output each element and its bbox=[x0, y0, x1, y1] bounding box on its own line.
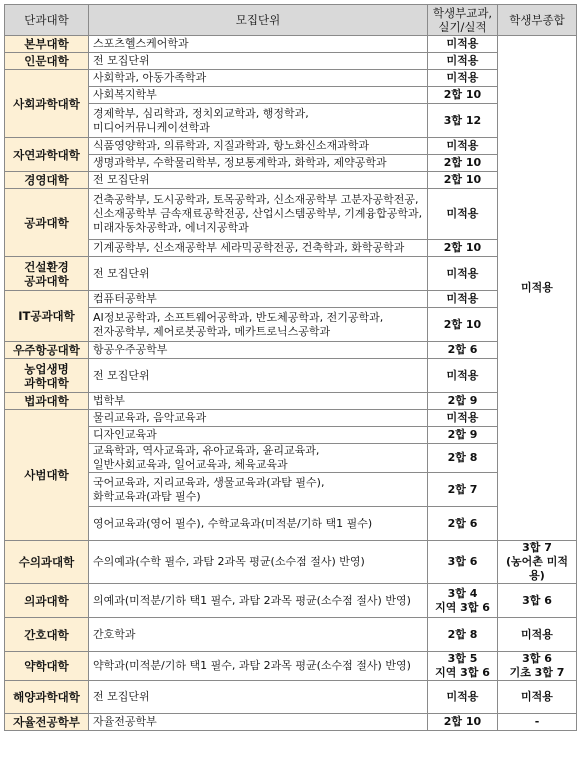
requirement-line: 2합 10 bbox=[443, 241, 482, 254]
table-row bbox=[5, 138, 577, 155]
requirement-line: 미적용 bbox=[446, 368, 479, 382]
recruitment-unit-cell bbox=[89, 473, 428, 507]
comprehensive-line: (농어촌 미적용) bbox=[506, 555, 568, 582]
college-name-cell bbox=[5, 189, 89, 257]
table-row bbox=[5, 70, 577, 87]
recruitment-unit-line: 전 모집단위 bbox=[93, 266, 150, 280]
college-name-cell bbox=[5, 410, 89, 541]
requirement-line: 미적용 bbox=[446, 37, 479, 50]
recruitment-unit-line: 간호학과 bbox=[93, 627, 136, 641]
header-requirement-line1: 학생부교과, bbox=[432, 6, 493, 20]
requirement-cell bbox=[428, 393, 498, 410]
requirement-cell bbox=[428, 342, 498, 359]
college-name-cell bbox=[5, 36, 89, 53]
college-name-line: 사회과학대학 bbox=[13, 96, 80, 111]
recruitment-unit-line: 일반사회교육과, 일어교육과, 체육교육과 bbox=[93, 458, 288, 471]
recruitment-unit-cell bbox=[89, 444, 428, 473]
recruitment-unit-line: 전 모집단위 bbox=[93, 368, 150, 382]
requirement-line: 지역 3합 6 bbox=[435, 666, 490, 679]
college-name-cell bbox=[5, 257, 89, 291]
college-name-cell bbox=[5, 342, 89, 359]
requirement-cell bbox=[428, 652, 498, 681]
recruitment-unit-cell bbox=[89, 87, 428, 104]
recruitment-unit-line: 법학부 bbox=[93, 394, 125, 407]
requirement-line: 3합 4 bbox=[447, 586, 478, 600]
header-unit: 모집단위 bbox=[89, 5, 428, 36]
requirement-cell bbox=[428, 359, 498, 393]
comprehensive-line: 3합 7 bbox=[522, 541, 552, 554]
college-name-line: 약학대학 bbox=[24, 659, 69, 673]
recruitment-unit-line: 생명과학부, 수학물리학부, 정보통계학과, 화학과, 제약공학과 bbox=[93, 156, 387, 169]
admission-requirements-table bbox=[4, 4, 577, 731]
table-row bbox=[5, 714, 577, 731]
requirement-cell bbox=[428, 138, 498, 155]
college-name-line: 본부대학 bbox=[24, 37, 69, 51]
recruitment-unit-line: 기계공학부, 신소재공학부 세라믹공학전공, 건축학과, 화학공학과 bbox=[93, 241, 405, 254]
requirement-cell bbox=[428, 87, 498, 104]
recruitment-unit-cell bbox=[89, 507, 428, 541]
requirement-cell bbox=[428, 240, 498, 257]
comprehensive-cell bbox=[498, 584, 577, 618]
comprehensive-cell bbox=[498, 681, 577, 714]
recruitment-unit-line: 미디어커뮤니케이션학과 bbox=[93, 120, 210, 134]
requirement-cell bbox=[428, 70, 498, 87]
table-row bbox=[5, 393, 577, 410]
comprehensive-line: 미적용 bbox=[521, 690, 553, 703]
requirement-cell bbox=[428, 172, 498, 189]
requirement-cell bbox=[428, 308, 498, 342]
college-name-line: 농업생명 bbox=[24, 361, 69, 376]
header-comprehensive: 학생부종합 bbox=[498, 5, 577, 36]
recruitment-unit-cell bbox=[89, 36, 428, 53]
college-name-cell bbox=[5, 541, 89, 584]
requirement-cell bbox=[428, 291, 498, 308]
requirement-line: 3합 5 bbox=[447, 652, 478, 665]
recruitment-unit-cell bbox=[89, 308, 428, 342]
recruitment-unit-cell bbox=[89, 541, 428, 584]
college-name-cell bbox=[5, 172, 89, 189]
recruitment-unit-cell bbox=[89, 172, 428, 189]
header-requirement-line2: 실기/실적 bbox=[438, 20, 487, 34]
comprehensive-cell bbox=[498, 618, 577, 652]
comprehensive-line: 기초 3합 7 bbox=[509, 666, 565, 679]
recruitment-unit-line: 디자인교육과 bbox=[93, 428, 157, 441]
recruitment-unit-cell bbox=[89, 104, 428, 138]
table-body bbox=[5, 36, 577, 731]
recruitment-unit-line: 전 모집단위 bbox=[93, 690, 150, 703]
table-row bbox=[5, 189, 577, 240]
table-row bbox=[5, 652, 577, 681]
recruitment-unit-line: AI정보공학과, 소프트웨어공학과, 반도체공학과, 전기공학과, bbox=[93, 310, 384, 324]
recruitment-unit-cell bbox=[89, 410, 428, 427]
recruitment-unit-cell bbox=[89, 618, 428, 652]
table-row bbox=[5, 104, 577, 138]
requirement-cell bbox=[428, 444, 498, 473]
comprehensive-shared-cell: 미적용 bbox=[498, 36, 577, 541]
table-row bbox=[5, 359, 577, 393]
recruitment-unit-line: 전 모집단위 bbox=[93, 173, 150, 186]
requirement-cell bbox=[428, 155, 498, 172]
table-row bbox=[5, 541, 577, 584]
requirement-line: 2합 10 bbox=[443, 156, 482, 169]
college-name-cell bbox=[5, 53, 89, 70]
admission-table-container bbox=[4, 4, 577, 731]
requirement-cell bbox=[428, 584, 498, 618]
college-name-line: 공과대학 bbox=[24, 215, 69, 230]
recruitment-unit-line: 약학과(미적분/기하 택1 필수, 과탐 2과목 평균(소수점 절사) 반영) bbox=[93, 659, 411, 672]
requirement-line: 3합 6 bbox=[447, 555, 478, 568]
requirement-line: 2합 10 bbox=[443, 88, 482, 101]
recruitment-unit-line: 국어교육과, 지리교육과, 생물교육과(과탐 필수), bbox=[93, 475, 325, 489]
requirement-line: 지역 3합 6 bbox=[435, 600, 490, 614]
recruitment-unit-line: 사회학과, 아동가족학과 bbox=[93, 71, 207, 84]
recruitment-unit-cell bbox=[89, 584, 428, 618]
college-name-cell bbox=[5, 291, 89, 342]
recruitment-unit-cell bbox=[89, 714, 428, 731]
table-row bbox=[5, 87, 577, 104]
header-requirement bbox=[428, 5, 498, 36]
table-row bbox=[5, 172, 577, 189]
requirement-line: 2합 7 bbox=[447, 482, 478, 496]
table-row bbox=[5, 410, 577, 427]
table-row bbox=[5, 427, 577, 444]
table-row bbox=[5, 584, 577, 618]
recruitment-unit-cell bbox=[89, 155, 428, 172]
table-row bbox=[5, 444, 577, 473]
recruitment-unit-line: 컴퓨터공학부 bbox=[93, 292, 157, 305]
requirement-line: 2합 9 bbox=[447, 428, 478, 441]
requirement-cell bbox=[428, 473, 498, 507]
requirement-line: 미적용 bbox=[446, 207, 479, 220]
recruitment-unit-cell bbox=[89, 291, 428, 308]
comprehensive-cell bbox=[498, 541, 577, 584]
table-row bbox=[5, 308, 577, 342]
recruitment-unit-cell bbox=[89, 138, 428, 155]
college-name-line: 자연과학대학 bbox=[13, 147, 80, 162]
requirement-line: 미적용 bbox=[446, 139, 479, 152]
header-row bbox=[5, 5, 577, 36]
requirement-cell bbox=[428, 104, 498, 138]
recruitment-unit-line: 경제학부, 심리학과, 정치외교학과, 행정학과, bbox=[93, 106, 309, 120]
requirement-line: 2합 10 bbox=[443, 173, 482, 186]
recruitment-unit-line: 전 모집단위 bbox=[93, 54, 150, 67]
recruitment-unit-cell bbox=[89, 427, 428, 444]
college-name-line: 사범대학 bbox=[24, 468, 69, 482]
requirement-cell bbox=[428, 410, 498, 427]
recruitment-unit-cell bbox=[89, 189, 428, 240]
comprehensive-cell bbox=[498, 652, 577, 681]
comprehensive-line: 3합 6 bbox=[522, 593, 552, 607]
comprehensive-cell bbox=[498, 714, 577, 731]
college-name-line: 경영대학 bbox=[24, 173, 69, 187]
comprehensive-line: - bbox=[534, 715, 540, 728]
college-name-cell bbox=[5, 714, 89, 731]
table-row bbox=[5, 473, 577, 507]
college-name-line: 자율전공학부 bbox=[13, 715, 80, 729]
college-name-line: 해양과학대학 bbox=[13, 690, 80, 704]
recruitment-unit-line: 화학교육과(과탐 필수) bbox=[93, 489, 201, 503]
college-name-line: 수의과대학 bbox=[18, 555, 75, 569]
recruitment-unit-line: 영어교육과(영어 필수), 수학교육과(미적분/기하 택1 필수) bbox=[93, 516, 373, 530]
recruitment-unit-cell bbox=[89, 70, 428, 87]
college-name-cell bbox=[5, 393, 89, 410]
recruitment-unit-line: 자율전공학부 bbox=[93, 715, 157, 728]
recruitment-unit-line: 건축공학부, 도시공학과, 토목공학과, 신소재공학부 고분자공학전공, bbox=[93, 193, 419, 206]
recruitment-unit-line: 교육학과, 역사교육과, 유아교육과, 윤리교육과, bbox=[93, 444, 320, 457]
recruitment-unit-line: 전자공학부, 제어로봇공학과, 메카트로닉스공학과 bbox=[93, 324, 331, 338]
recruitment-unit-cell bbox=[89, 652, 428, 681]
recruitment-unit-line: 미래자동차공학과, 에너지공학과 bbox=[93, 221, 249, 234]
recruitment-unit-cell bbox=[89, 681, 428, 714]
table-row bbox=[5, 257, 577, 291]
recruitment-unit-cell bbox=[89, 240, 428, 257]
college-name-cell bbox=[5, 584, 89, 618]
college-name-line: 간호대학 bbox=[24, 627, 69, 642]
requirement-line: 미적용 bbox=[446, 266, 479, 280]
recruitment-unit-line: 수의예과(수학 필수, 과탐 2과목 평균(소수점 절사) 반영) bbox=[93, 555, 365, 568]
requirement-cell bbox=[428, 36, 498, 53]
college-name-line: 건설환경 bbox=[24, 259, 69, 274]
college-name-line: 법과대학 bbox=[24, 394, 69, 408]
header-college: 단과대학 bbox=[5, 5, 89, 36]
recruitment-unit-line: 물리교육과, 음악교육과 bbox=[93, 411, 207, 424]
recruitment-unit-line: 스포츠헬스케어학과 bbox=[93, 37, 189, 50]
requirement-cell bbox=[428, 257, 498, 291]
requirement-cell bbox=[428, 507, 498, 541]
table-row bbox=[5, 36, 577, 53]
recruitment-unit-line: 항공우주공학부 bbox=[93, 343, 168, 356]
table-row bbox=[5, 681, 577, 714]
requirement-line: 미적용 bbox=[446, 411, 479, 424]
requirement-cell bbox=[428, 618, 498, 652]
requirement-cell bbox=[428, 53, 498, 70]
college-name-line: 우주항공대학 bbox=[13, 343, 80, 357]
requirement-line: 2합 6 bbox=[447, 343, 478, 356]
requirement-line: 3합 12 bbox=[443, 113, 482, 127]
requirement-cell bbox=[428, 714, 498, 731]
recruitment-unit-cell bbox=[89, 53, 428, 70]
college-name-cell bbox=[5, 70, 89, 138]
recruitment-unit-line: 식품영양학과, 의류학과, 지질과학과, 항노화신소재과학과 bbox=[93, 139, 370, 152]
college-name-line: 의과대학 bbox=[24, 593, 69, 608]
recruitment-unit-line: 사회복지학부 bbox=[93, 88, 157, 101]
requirement-line: 미적용 bbox=[446, 71, 479, 84]
requirement-cell bbox=[428, 189, 498, 240]
comprehensive-line: 미적용 bbox=[521, 627, 553, 641]
recruitment-unit-cell bbox=[89, 359, 428, 393]
requirement-line: 미적용 bbox=[446, 690, 479, 703]
recruitment-unit-line: 의예과(미적분/기하 택1 필수, 과탐 2과목 평균(소수점 절사) 반영) bbox=[93, 593, 411, 607]
requirement-cell bbox=[428, 541, 498, 584]
table-row bbox=[5, 53, 577, 70]
college-name-cell bbox=[5, 681, 89, 714]
college-name-line: IT공과대학 bbox=[18, 309, 75, 323]
college-name-cell bbox=[5, 618, 89, 652]
table-row bbox=[5, 155, 577, 172]
college-name-line: 과학대학 bbox=[24, 375, 69, 390]
requirement-line: 2합 6 bbox=[447, 516, 478, 530]
requirement-cell bbox=[428, 427, 498, 444]
recruitment-unit-cell bbox=[89, 257, 428, 291]
requirement-line: 2합 8 bbox=[447, 627, 478, 641]
college-name-cell bbox=[5, 652, 89, 681]
college-name-line: 공과대학 bbox=[24, 273, 69, 288]
college-name-cell bbox=[5, 359, 89, 393]
recruitment-unit-line: 신소재공학부 금속재료공학전공, 산업시스템공학부, 기계융합공학과, bbox=[93, 207, 423, 220]
table-row bbox=[5, 291, 577, 308]
requirement-line: 미적용 bbox=[446, 54, 479, 67]
table-row bbox=[5, 240, 577, 257]
requirement-line: 미적용 bbox=[446, 292, 479, 305]
requirement-line: 2합 9 bbox=[447, 394, 478, 407]
table-row bbox=[5, 507, 577, 541]
requirement-line: 2합 10 bbox=[443, 715, 482, 728]
table-row bbox=[5, 342, 577, 359]
college-name-line: 인문대학 bbox=[24, 54, 69, 68]
table-row bbox=[5, 618, 577, 652]
comprehensive-line: 3합 6 bbox=[522, 652, 552, 665]
recruitment-unit-cell bbox=[89, 393, 428, 410]
college-name-cell bbox=[5, 138, 89, 172]
requirement-line: 2합 8 bbox=[447, 451, 478, 464]
requirement-line: 2합 10 bbox=[443, 317, 482, 331]
recruitment-unit-cell bbox=[89, 342, 428, 359]
requirement-cell bbox=[428, 681, 498, 714]
